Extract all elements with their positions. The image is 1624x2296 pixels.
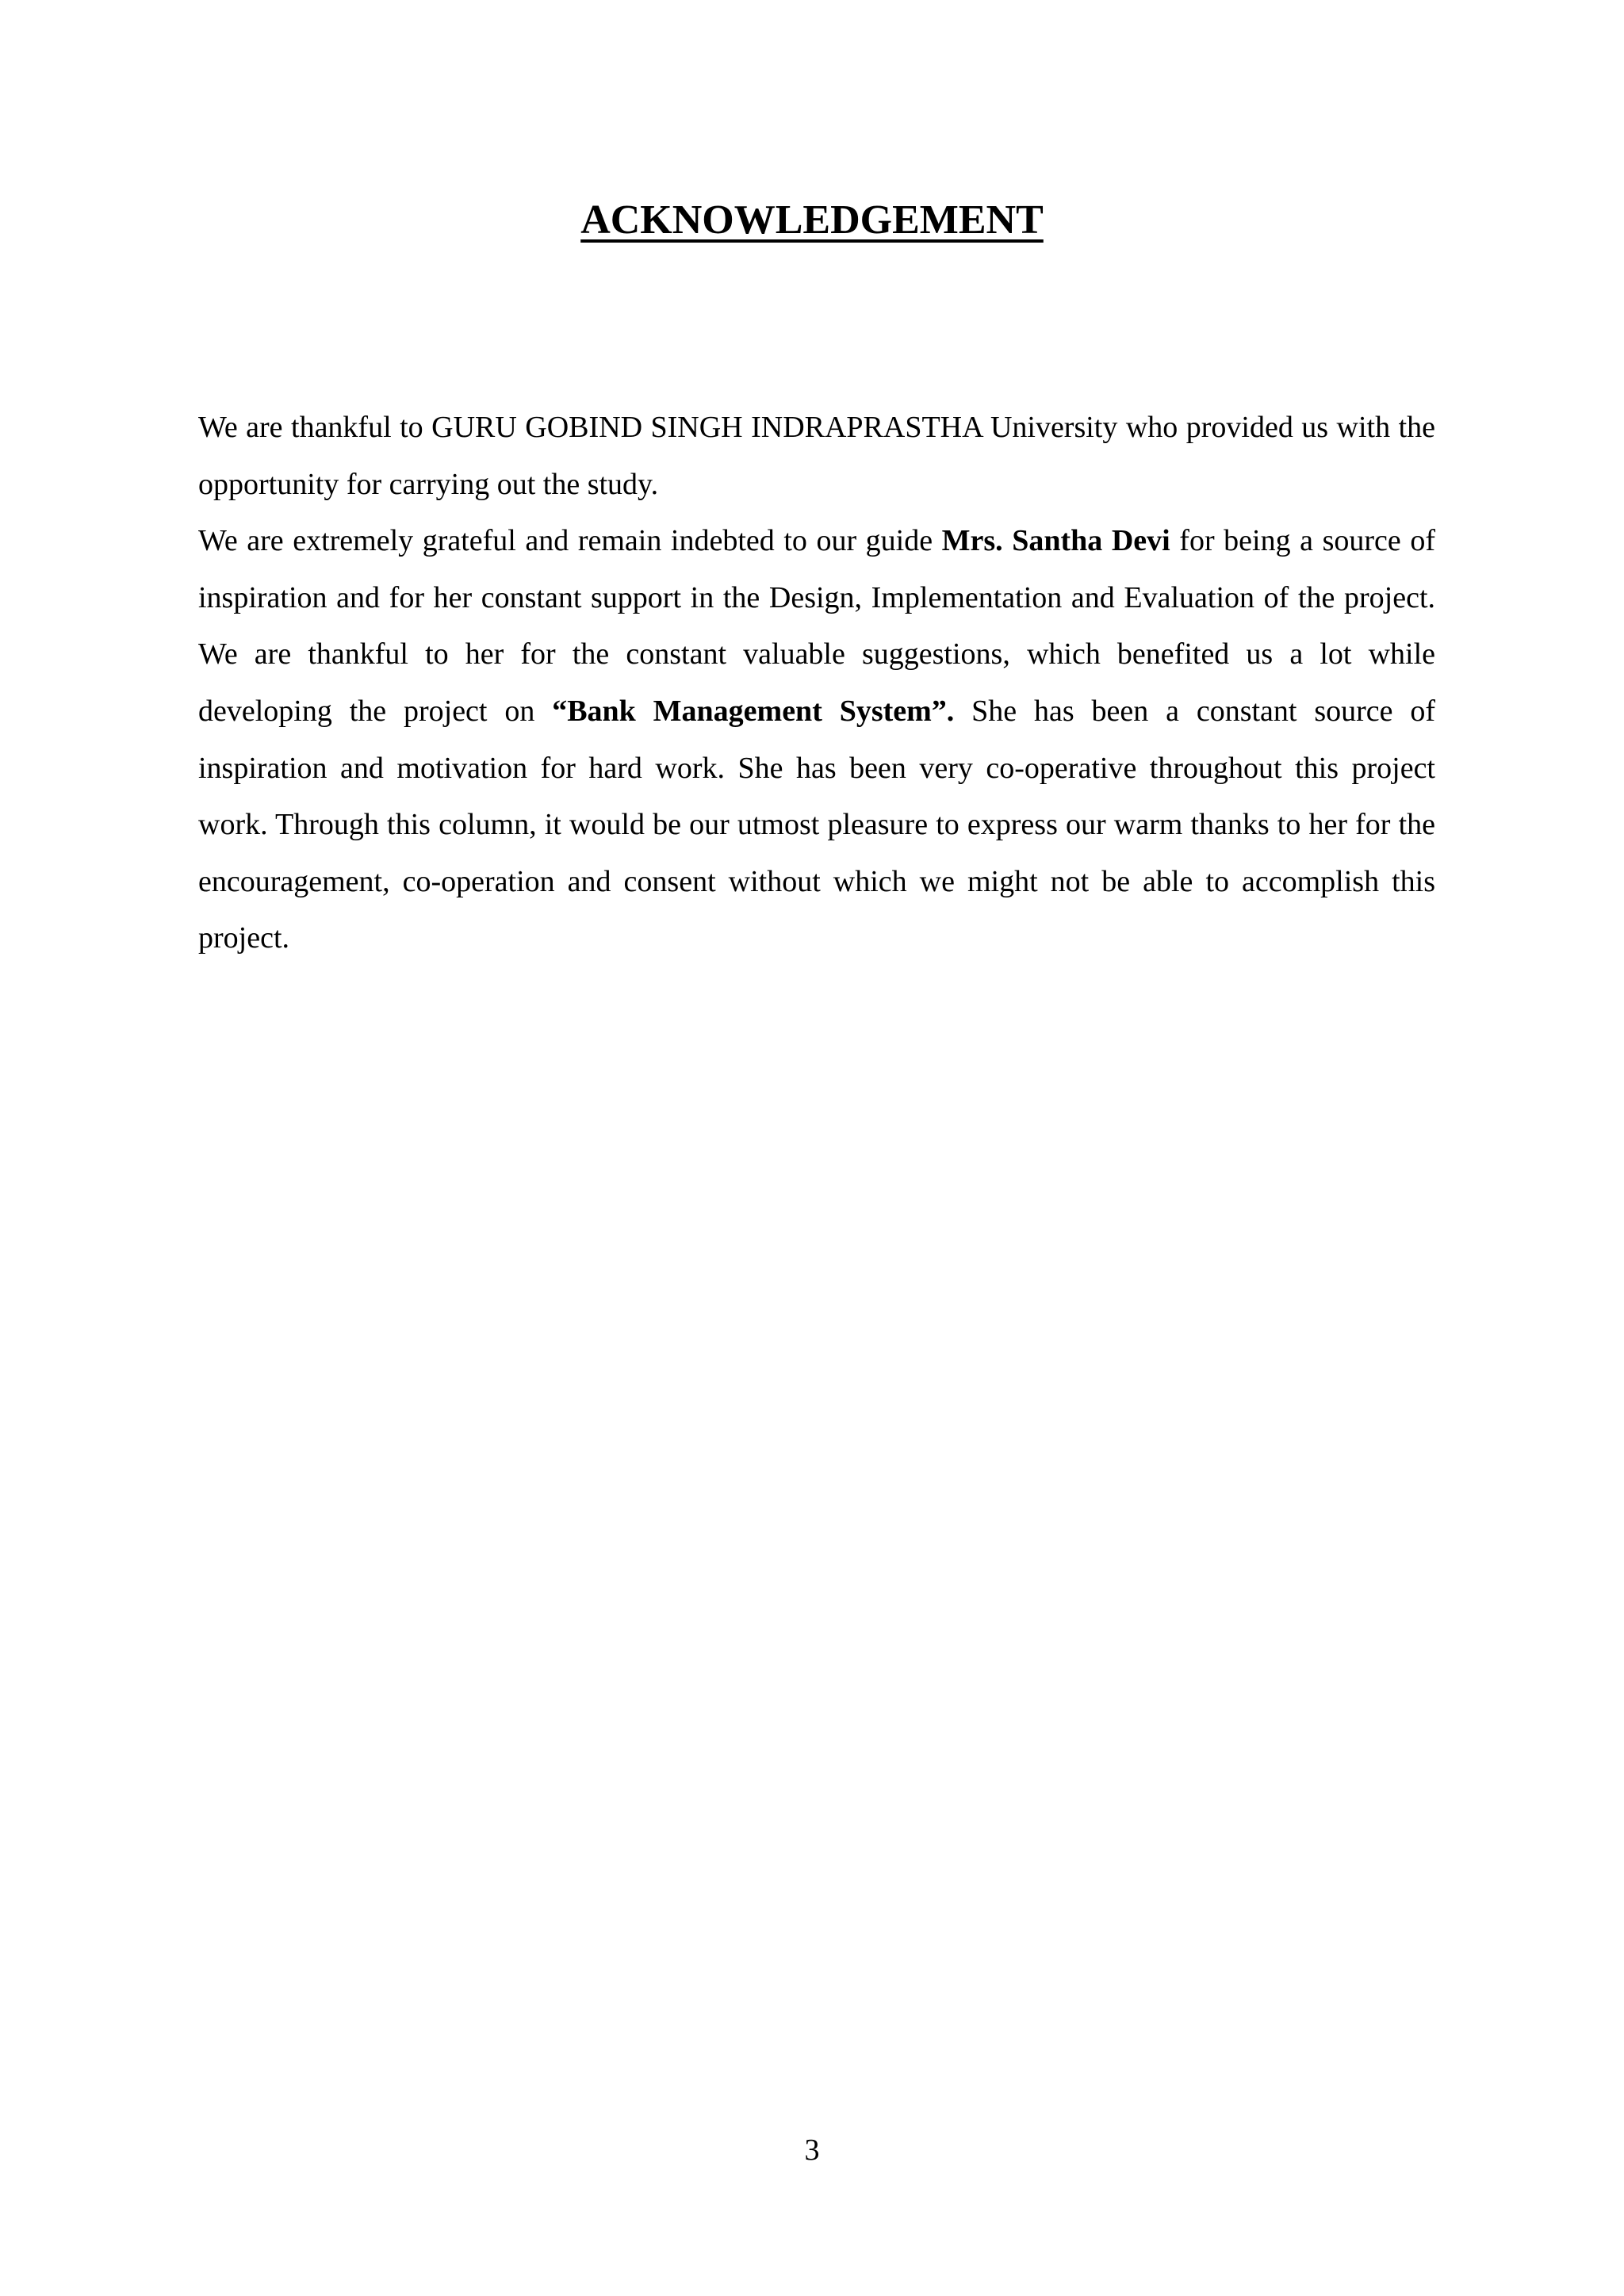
page-title: ACKNOWLEDGEMENT [580, 197, 1044, 243]
paragraph-guide-text-1: We are extremely grateful and remain indebted to our guide [198, 524, 942, 558]
paragraph-guide [198, 513, 1435, 967]
paragraph-guide-text-3: She has been a constant source of inspiration and motivation for hard work. She has been very co-operative throughout this project work. Through this column, it would be our utmost pleasure to express our warm thanks to her for the encouragement, co-operation and consent without which we might not be able to accomplish this project. [198, 694, 1436, 955]
paragraph-university: We are thankful to GURU GOBIND SINGH INDRAPRASTHA University who provided us with the opportunity for carrying out the study. [198, 411, 1435, 501]
project-title: “Bank Management System”. [552, 694, 955, 728]
acknowledgement-body [198, 400, 1435, 967]
paragraph-guide-text-2: for being a source of inspiration and for her constant support in the Design, Implementation and Evaluation of the project. We are thankful to her for the constant valuable suggestions, which benefited us a lot while developing the project on [198, 524, 1435, 728]
page-number: 3 [804, 2133, 820, 2167]
guide-name: Mrs. Santha Devi [941, 524, 1170, 558]
